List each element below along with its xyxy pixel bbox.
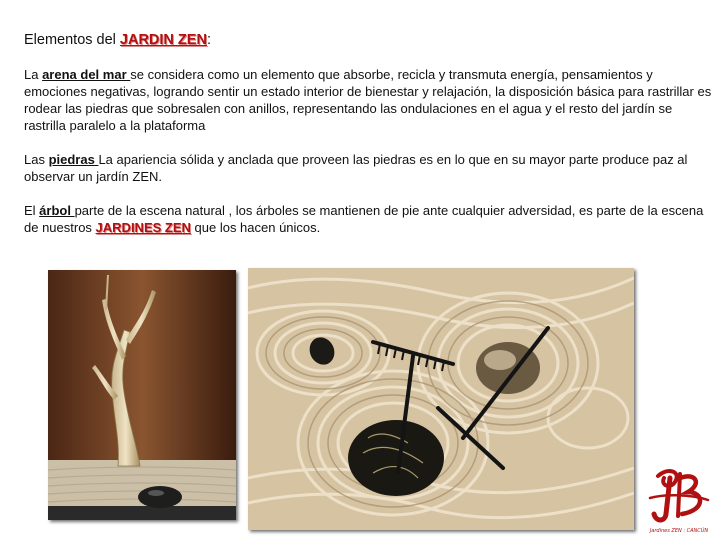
title-suffix: : [206,32,211,48]
arbol-tail: que los hacen únicos. [190,220,321,235]
arena-text: se considera como un elemento que absorbe, recicla y transmuta energía, pensamientos y emociones negativas, logrando sentir un estado interior de bienestar y relajación, la disposición básica para rastrillar es rodear las piedras que sobresalen con anillos, representando las ondulaciones en el agua y el resto del jardín se rastrilla paralelo a la plataforma [24,67,712,133]
arbol-keyword: árbol [39,203,75,218]
logo-mark-icon [640,464,718,528]
piedras-keyword: piedras [48,152,99,167]
page-title [24,32,714,49]
photo-zen-tree [48,270,236,520]
arbol-text: parte de la escena natural , los árboles se mantienen de pie ante cualquier adversidad, es parte de la escena de nuestros [24,203,704,235]
arena-lead: La [24,67,43,82]
jardines-zen-logo [640,464,718,536]
sand-garden-illustration [248,268,634,530]
arbol-keyword-jardines: JARDINES ZEN [95,220,191,235]
paragraph-arbol [24,202,714,236]
piedras-lead: Las [24,152,49,167]
title-keyword: JARDIN ZEN [119,32,207,48]
tree-illustration [48,270,236,520]
paragraph-arena [24,66,714,134]
arbol-lead: El [24,203,40,218]
photo-zen-rake-stones [248,268,634,530]
logo-caption: Jardines ZEN : CANCÚN [649,528,709,534]
content-text [24,32,714,253]
title-prefix: Elementos del [24,32,120,48]
piedras-text: La apariencia sólida y anclada que proveen las piedras es en lo que en su mayor parte produce paz al observar un jardín ZEN. [24,152,688,184]
paragraph-piedras [24,151,714,185]
arena-keyword: arena del mar [42,67,131,82]
